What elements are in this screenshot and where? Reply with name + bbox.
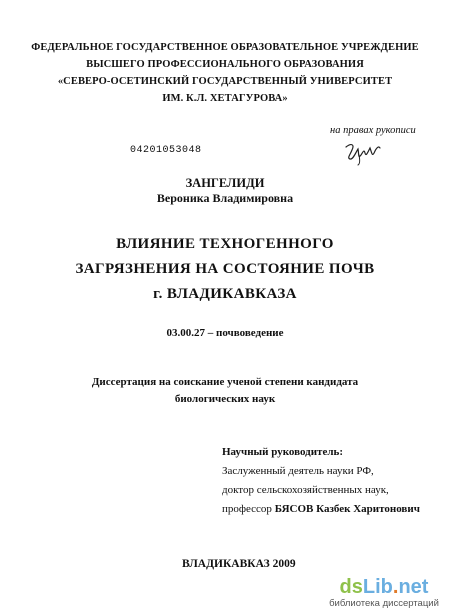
dissertation-line-2: биологических наук bbox=[174, 393, 276, 405]
handwritten-signature bbox=[343, 140, 383, 166]
supervisor-line-2: доктор сельскохозяйственных наук, bbox=[222, 484, 389, 496]
rights-note: на правах рукописи bbox=[330, 125, 416, 136]
document-code: 04201053048 bbox=[130, 145, 202, 156]
dissertation-line-1: Диссертация на соискание ученой степени кандидата bbox=[91, 376, 359, 388]
city-year: ВЛАДИКАВКАЗ 2009 bbox=[182, 558, 296, 570]
dslib-logo-net: net bbox=[398, 576, 429, 598]
author-name: Вероника Владимировна bbox=[156, 191, 294, 205]
title-line-1: ВЛИЯНИЕ ТЕХНОГЕННОГО bbox=[116, 236, 334, 252]
dslib-logo-ds: ds bbox=[339, 576, 363, 598]
institution-line-3: «СЕВЕРО-ОСЕТИНСКИЙ ГОСУДАРСТВЕННЫЙ УНИВЕРСИТЕТ bbox=[57, 76, 393, 87]
title-line-3: г. ВЛАДИКАВКАЗА bbox=[153, 286, 297, 302]
institution-line-4: ИМ. К.Л. ХЕТАГУРОВА» bbox=[162, 93, 288, 104]
dslib-tagline: библиотека диссертаций bbox=[329, 598, 439, 609]
institution-line-1: ФЕДЕРАЛЬНОЕ ГОСУДАРСТВЕННОЕ ОБРАЗОВАТЕЛЬНОЕ УЧРЕЖДЕНИЕ bbox=[31, 42, 419, 53]
dslib-logo bbox=[324, 576, 444, 598]
dslib-logo-lib: Lib bbox=[362, 576, 393, 598]
dslib-watermark[interactable] bbox=[324, 576, 444, 610]
supervisor-line-3 bbox=[222, 503, 420, 515]
supervisor-heading: Научный руководитель: bbox=[222, 446, 343, 458]
institution-line-2: ВЫСШЕГО ПРОФЕССИОНАЛЬНОГО ОБРАЗОВАНИЯ bbox=[86, 59, 364, 70]
title-line-2: ЗАГРЯЗНЕНИЯ НА СОСТОЯНИЕ ПОЧВ bbox=[75, 261, 375, 277]
author-surname: ЗАНГЕЛИДИ bbox=[185, 176, 265, 190]
supervisor-name: БЯСОВ Казбек Харитонович bbox=[274, 503, 420, 515]
dslib-logo-dot: . bbox=[392, 576, 399, 598]
supervisor-title: профессор bbox=[222, 503, 272, 515]
specialty: 03.00.27 – почвоведение bbox=[166, 327, 284, 339]
supervisor-line-1: Заслуженный деятель науки РФ, bbox=[222, 465, 374, 477]
